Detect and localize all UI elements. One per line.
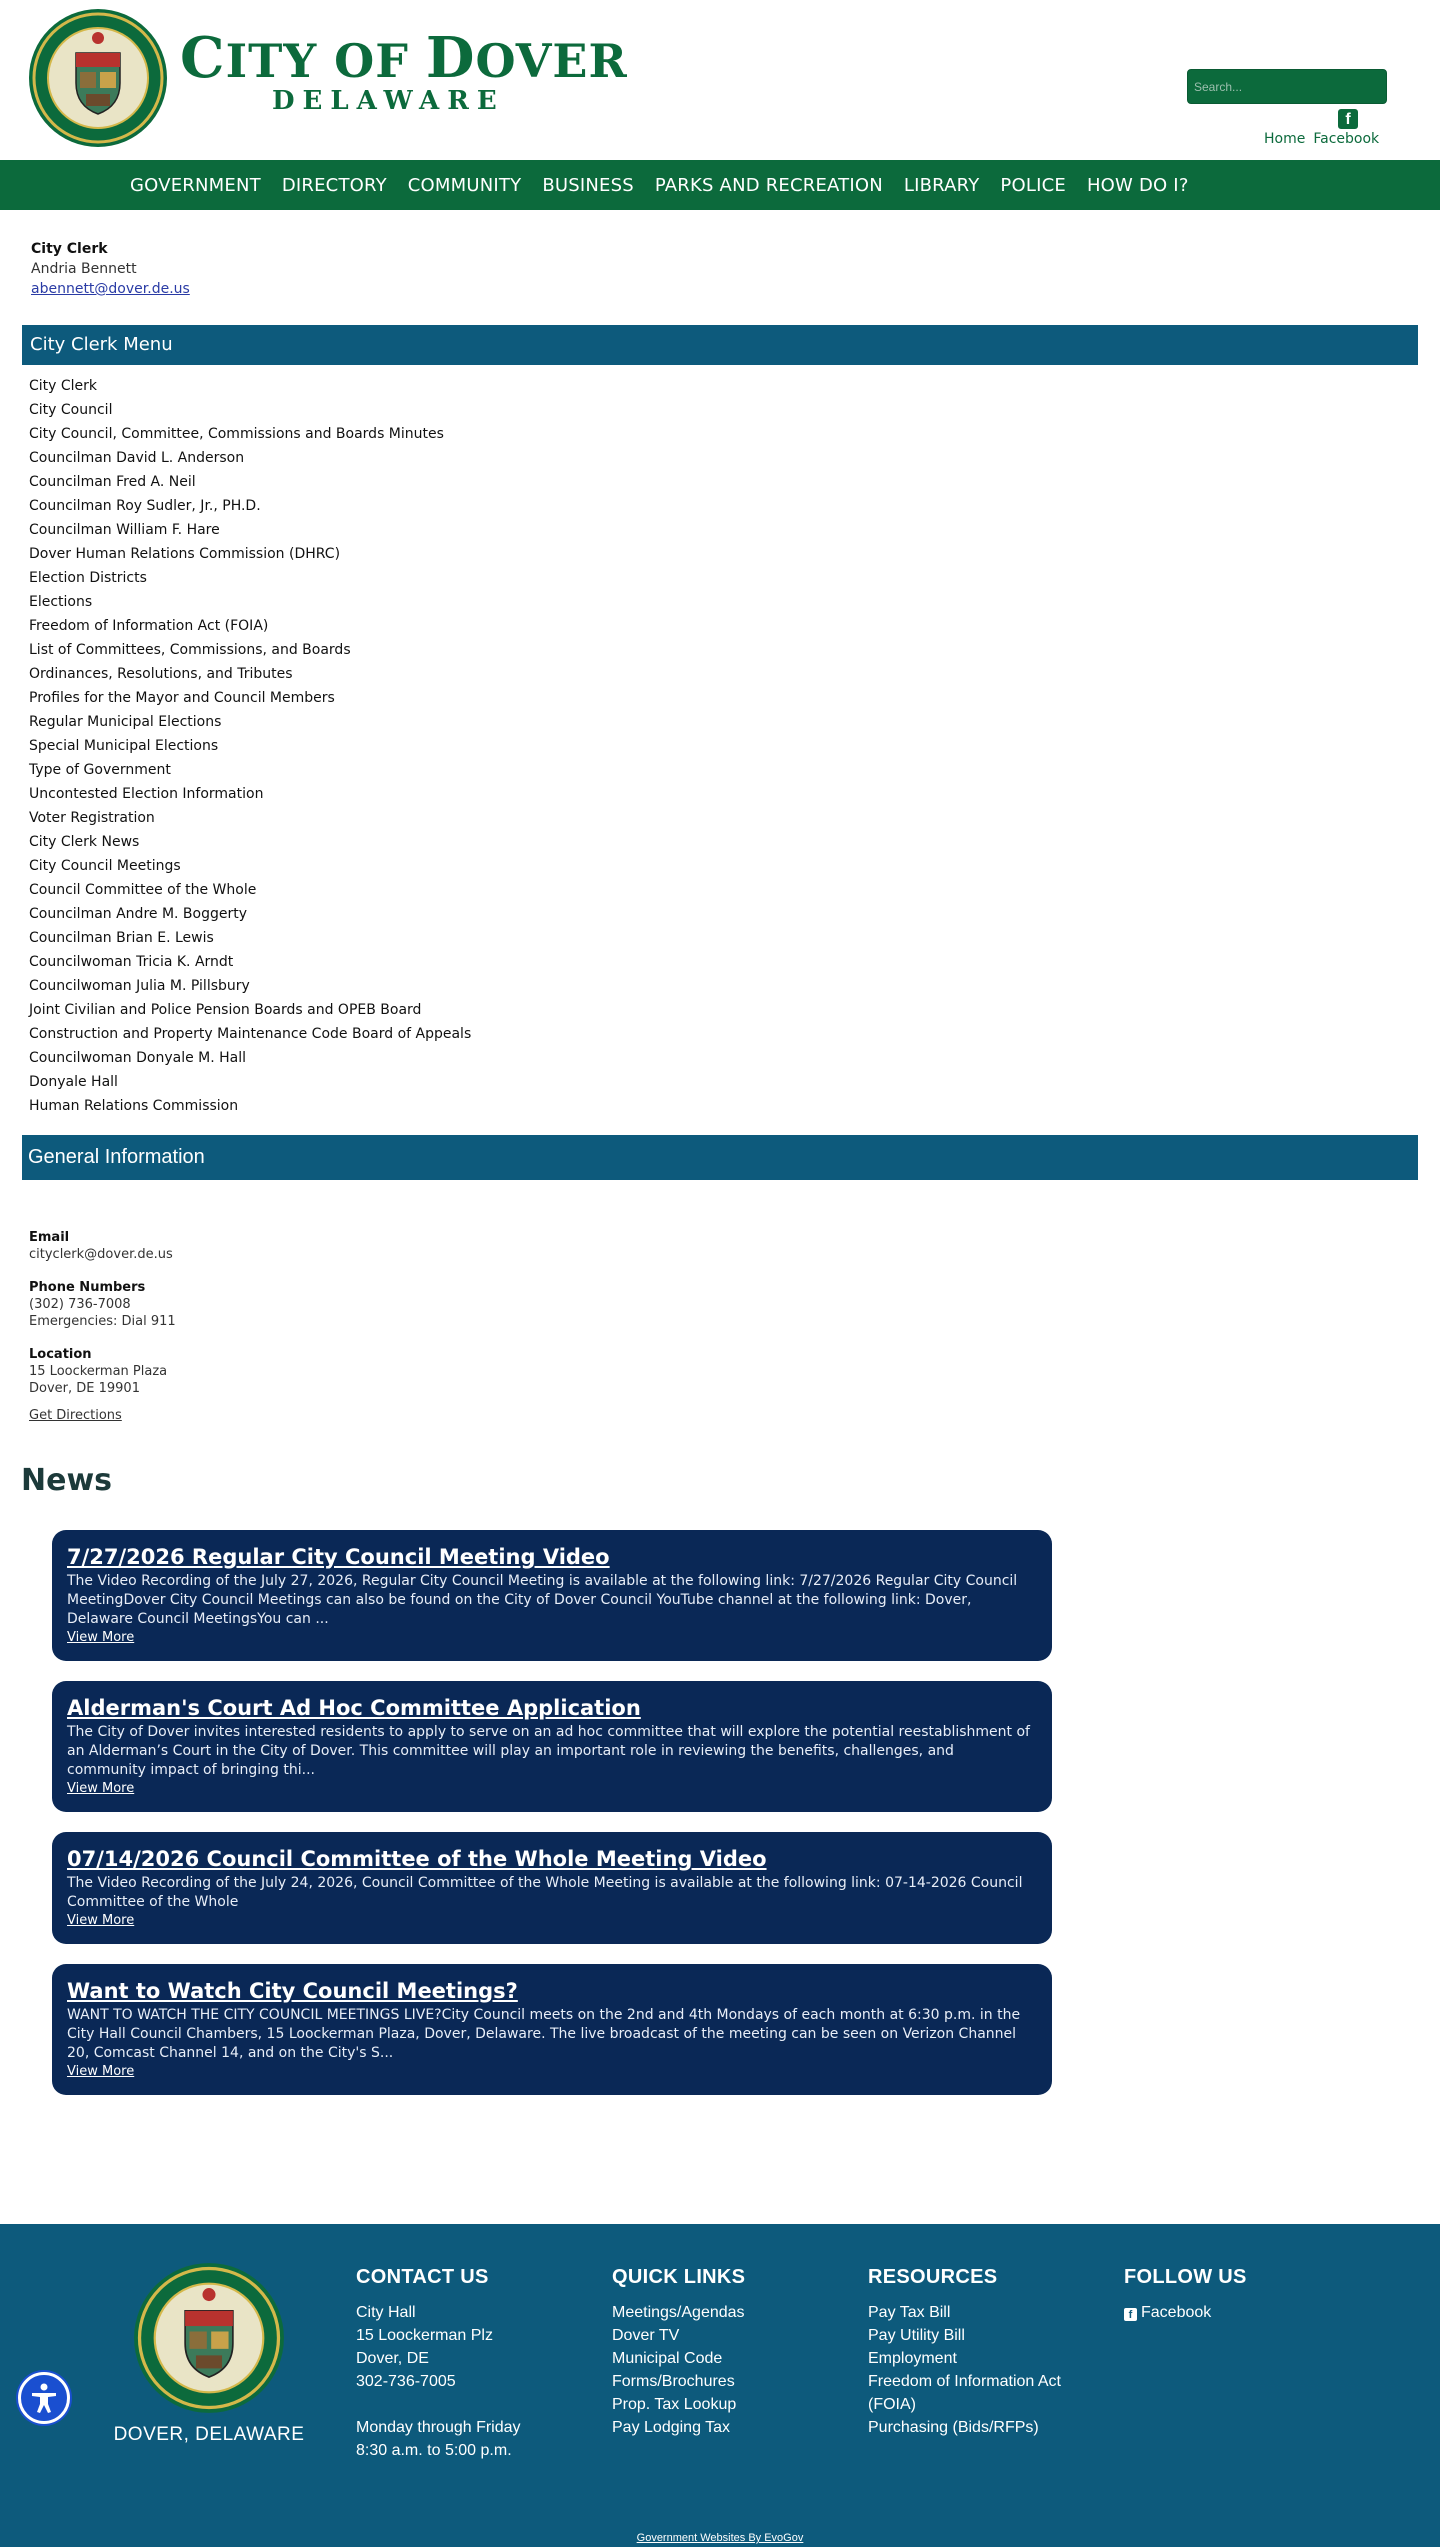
nav-library[interactable]: LIBRARY xyxy=(903,174,980,196)
view-more-link[interactable]: View More xyxy=(67,1913,135,1928)
footer-follow xyxy=(1124,2266,1247,2324)
footer-facebook-link[interactable] xyxy=(1124,2301,1247,2324)
quick-link[interactable]: Municipal Code xyxy=(612,2350,723,2367)
contact-heading: CONTACT US xyxy=(356,2266,489,2288)
nav-community[interactable]: COMMUNITY xyxy=(407,174,522,196)
seal-icon xyxy=(28,8,168,148)
general-info xyxy=(29,1229,176,1440)
quick-link[interactable]: Dover TV xyxy=(612,2327,680,2344)
main-nav xyxy=(0,160,1440,210)
menu-item[interactable]: Uncontested Election Information xyxy=(29,786,264,802)
news-title-link[interactable]: Alderman's Court Ad Hoc Committee Application xyxy=(67,1696,641,1720)
menu-item[interactable]: Voter Registration xyxy=(29,810,155,826)
news-heading: News xyxy=(21,1463,113,1498)
news-card xyxy=(52,1530,1052,1661)
site-header xyxy=(0,0,1440,160)
news-summary: The City of Dover invites interested residents to apply to serve on an ad hoc committee that will explore the potential reestablishment of an Alderman’s Court in the City of Dover. This committee will play an important role in reviewing the benefits, challenges, and community impact of bringing thi... xyxy=(67,1724,1030,1778)
news-summary: WANT TO WATCH THE CITY COUNCIL MEETINGS LIVE?City Council meets on the 2nd and 4th Mondays of each month at 6:30 p.m. in the City Hall Council Chambers, 15 Loockerman Plaza, Dover, Delaware. The live broadcast of the meeting can be seen on Verizon Channel 20, Comcast Channel 14, and on the City's S... xyxy=(67,2007,1021,2061)
menu-item[interactable]: Special Municipal Elections xyxy=(29,738,219,754)
menu-item[interactable]: Joint Civilian and Police Pension Boards and OPEB Board xyxy=(29,1002,422,1018)
quick-link[interactable]: Meetings/Agendas xyxy=(612,2304,745,2321)
quick-links-heading: QUICK LINKS xyxy=(612,2266,746,2288)
menu-item[interactable]: Regular Municipal Elections xyxy=(29,714,222,730)
resources-heading: RESOURCES xyxy=(868,2266,998,2288)
email-value: cityclerk@dover.de.us xyxy=(29,1247,173,1262)
menu-item[interactable]: Dover Human Relations Commission (DHRC) xyxy=(29,546,341,562)
menu-item[interactable]: Councilman David L. Anderson xyxy=(29,450,245,466)
contact-line: Dover, DE xyxy=(356,2350,429,2367)
news-title-link[interactable]: Want to Watch City Council Meetings? xyxy=(67,1979,518,2003)
view-more-link[interactable]: View More xyxy=(67,1781,135,1796)
menu-item[interactable]: Councilman William F. Hare xyxy=(29,522,220,538)
clerk-name: Andria Bennett xyxy=(31,261,137,277)
footer-facebook-label: Facebook xyxy=(1141,2304,1212,2321)
contact-line: 15 Loockerman Plz xyxy=(356,2327,493,2344)
news-summary: The Video Recording of the July 27, 2026, Regular City Council Meeting is available at the following link: 7/27/2026 Regular City Council MeetingDover City Council Meetings can also be found on the City of Dover Council YouTube channel at the following link: Dover, Delaware Council MeetingsYou can ... xyxy=(67,1573,1018,1627)
news-summary: The Video Recording of the July 24, 2026, Council Committee of the Whole Meeting is available at the following link: 07-14-2026 Council Committee of the Whole xyxy=(67,1875,1023,1910)
clerk-contact xyxy=(31,239,190,299)
news-card xyxy=(52,1964,1052,2095)
menu-item[interactable]: Donyale Hall xyxy=(29,1074,118,1090)
view-more-link[interactable]: View More xyxy=(67,2064,135,2079)
resource-link[interactable]: Freedom of Information Act xyxy=(868,2373,1061,2390)
phone-emergency: Emergencies: Dial 911 xyxy=(29,1314,176,1329)
view-more-link[interactable]: View More xyxy=(67,1630,135,1645)
menu-item[interactable]: City Council Meetings xyxy=(29,858,181,874)
footer-seal-logo xyxy=(133,2262,285,2414)
menu-item[interactable]: Councilwoman Donyale M. Hall xyxy=(29,1050,247,1066)
location-line2: Dover, DE 19901 xyxy=(29,1381,140,1396)
accessibility-icon xyxy=(21,2375,67,2421)
site-subtitle: DELAWARE xyxy=(272,86,505,116)
general-info-heading: General Information xyxy=(22,1135,1418,1180)
menu-item[interactable]: Construction and Property Maintenance Code Board of Appeals xyxy=(29,1026,472,1042)
clerk-menu-list xyxy=(29,374,471,1118)
footer-resources xyxy=(868,2266,1061,2439)
menu-item[interactable]: List of Committees, Commissions, and Boards xyxy=(29,642,351,658)
nav-government[interactable]: GOVERNMENT xyxy=(130,174,261,196)
menu-item[interactable]: Human Relations Commission xyxy=(29,1098,239,1114)
facebook-link[interactable]: Facebook xyxy=(1313,131,1380,147)
accessibility-button[interactable] xyxy=(18,2372,70,2424)
menu-item[interactable]: Election Districts xyxy=(29,570,147,586)
menu-item[interactable]: Councilman Brian E. Lewis xyxy=(29,930,214,946)
menu-item[interactable]: Councilwoman Julia M. Pillsbury xyxy=(29,978,250,994)
menu-item[interactable]: Ordinances, Resolutions, and Tributes xyxy=(29,666,293,682)
menu-item[interactable]: Councilman Fred A. Neil xyxy=(29,474,196,490)
site-title[interactable]: CITY OF DOVER xyxy=(180,25,628,91)
resource-link[interactable]: Pay Utility Bill xyxy=(868,2327,965,2344)
footer-contact xyxy=(356,2266,521,2462)
footer-quick-links xyxy=(612,2266,745,2439)
news-list xyxy=(52,1530,1052,2115)
news-card xyxy=(52,1832,1052,1944)
nav-business[interactable]: BUSINESS xyxy=(542,174,634,196)
menu-item[interactable]: Elections xyxy=(29,594,93,610)
email-label: Email xyxy=(29,1230,70,1245)
location-label: Location xyxy=(29,1347,92,1362)
contact-line: City Hall xyxy=(356,2304,416,2321)
site-footer xyxy=(0,2224,1440,2547)
quick-link[interactable]: Pay Lodging Tax xyxy=(612,2419,731,2436)
menu-item[interactable]: City Clerk News xyxy=(29,834,140,850)
location-line1: 15 Loockerman Plaza xyxy=(29,1364,168,1379)
menu-item[interactable]: Freedom of Information Act (FOIA) xyxy=(29,618,269,634)
nav-police[interactable]: POLICE xyxy=(1000,174,1066,196)
resource-link[interactable]: Purchasing (Bids/RFPs) xyxy=(868,2419,1039,2436)
news-title-link[interactable]: 07/14/2026 Council Committee of the Whole Meeting Video xyxy=(67,1847,767,1871)
clerk-email-link[interactable]: abennett@dover.de.us xyxy=(31,281,190,297)
seal-icon xyxy=(133,2262,285,2414)
nav-directory[interactable]: DIRECTORY xyxy=(281,174,387,196)
footer-city-label: DOVER, DELAWARE xyxy=(113,2424,305,2445)
phone-label: Phone Numbers xyxy=(29,1280,146,1295)
menu-item[interactable]: City Council xyxy=(29,402,113,418)
get-directions-link[interactable]: Get Directions xyxy=(29,1408,122,1423)
news-title-link[interactable]: 7/27/2026 Regular City Council Meeting Video xyxy=(67,1545,610,1569)
menu-item[interactable]: Councilwoman Tricia K. Arndt xyxy=(29,954,234,970)
facebook-icon: f xyxy=(1124,2308,1137,2321)
menu-item[interactable]: Councilman Andre M. Boggerty xyxy=(29,906,248,922)
contact-hours: Monday through Friday xyxy=(356,2419,521,2436)
menu-item[interactable]: Type of Government xyxy=(29,762,171,778)
nav-parks-recreation[interactable]: PARKS AND RECREATION xyxy=(654,174,883,196)
search-input[interactable] xyxy=(1187,69,1387,104)
resource-link[interactable]: Employment xyxy=(868,2350,957,2367)
menu-item[interactable]: Council Committee of the Whole xyxy=(29,882,257,898)
facebook-icon[interactable]: f xyxy=(1338,109,1358,129)
contact-line: 302-736-7005 xyxy=(356,2373,456,2390)
news-card xyxy=(52,1681,1052,1812)
contact-hours: 8:30 a.m. to 5:00 p.m. xyxy=(356,2442,512,2459)
menu-item[interactable]: City Clerk xyxy=(29,378,98,394)
resource-link[interactable]: Pay Tax Bill xyxy=(868,2304,951,2321)
nav-how-do-i[interactable]: HOW DO I? xyxy=(1086,174,1189,196)
quick-link[interactable]: Forms/Brochures xyxy=(612,2373,735,2390)
quick-link[interactable]: Prop. Tax Lookup xyxy=(612,2396,737,2413)
menu-item[interactable]: Profiles for the Mayor and Council Members xyxy=(29,690,335,706)
city-seal-logo[interactable] xyxy=(28,8,168,148)
follow-heading: FOLLOW US xyxy=(1124,2266,1247,2288)
utility-links xyxy=(1264,131,1387,147)
clerk-menu-heading: City Clerk Menu xyxy=(22,325,1418,365)
phone-main: (302) 736-7008 xyxy=(29,1297,131,1312)
menu-item[interactable]: City Council, Committee, Commissions and Boards Minutes xyxy=(29,426,444,442)
clerk-title: City Clerk xyxy=(31,241,108,257)
evogov-credit-link[interactable]: Government Websites By EvoGov xyxy=(636,2532,804,2544)
resource-link[interactable]: (FOIA) xyxy=(868,2396,916,2413)
home-link[interactable]: Home xyxy=(1264,131,1306,147)
menu-item[interactable]: Councilman Roy Sudler, Jr., PH.D. xyxy=(29,498,261,514)
